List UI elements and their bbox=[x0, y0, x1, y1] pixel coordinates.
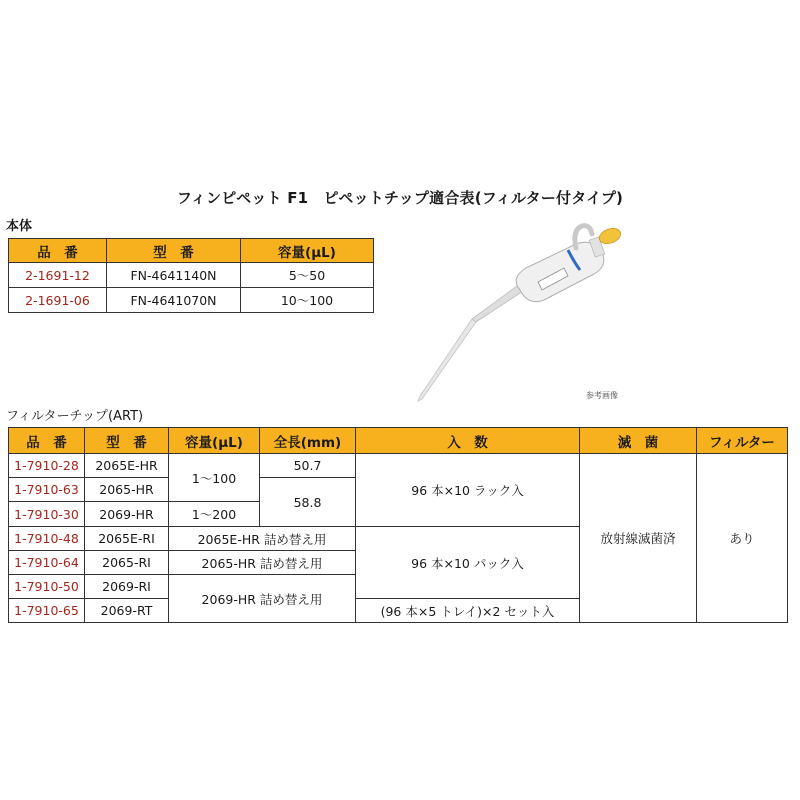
tips-table bbox=[8, 427, 788, 623]
model-number: 2069-RI bbox=[85, 575, 169, 599]
table-row bbox=[9, 454, 788, 478]
table-row bbox=[9, 263, 374, 288]
product-code: 2-1691-12 bbox=[9, 263, 107, 288]
product-code: 2-1691-06 bbox=[9, 288, 107, 313]
sterilization-cell: 放射線滅菌済 bbox=[580, 454, 697, 623]
model-number: FN-4641140N bbox=[107, 263, 241, 288]
product-code: 1-7910-50 bbox=[9, 575, 85, 599]
product-code: 1-7910-28 bbox=[9, 454, 85, 478]
filter-cell: あり bbox=[697, 454, 788, 623]
model-number: 2065-HR bbox=[85, 478, 169, 502]
header-volume: 容量(μL) bbox=[241, 239, 374, 263]
header-code: 品 番 bbox=[9, 239, 107, 263]
body-section-label: 本体 bbox=[6, 219, 33, 234]
volume-range: 1〜200 bbox=[169, 502, 260, 527]
tip-length: 50.7 bbox=[260, 454, 356, 478]
model-number: FN-4641070N bbox=[107, 288, 241, 313]
product-code: 1-7910-64 bbox=[9, 551, 85, 575]
image-caption: 参考画像 bbox=[586, 391, 618, 400]
refill-note: 2065E-HR 詰め替え用 bbox=[169, 527, 356, 551]
table-row bbox=[9, 288, 374, 313]
product-code: 1-7910-63 bbox=[9, 478, 85, 502]
quantity-cell: 96 本×10 パック入 bbox=[356, 527, 580, 599]
header-model: 型 番 bbox=[107, 239, 241, 263]
header-code: 品 番 bbox=[9, 428, 85, 454]
product-code: 1-7910-30 bbox=[9, 502, 85, 527]
model-number: 2065E-RI bbox=[85, 527, 169, 551]
volume-range: 5〜50 bbox=[241, 263, 374, 288]
model-number: 2069-HR bbox=[85, 502, 169, 527]
header-sterilization: 滅 菌 bbox=[580, 428, 697, 454]
model-number: 2065-RI bbox=[85, 551, 169, 575]
pipette-reference-image bbox=[398, 218, 638, 408]
volume-range: 1〜100 bbox=[169, 454, 260, 502]
refill-note: 2065-HR 詰め替え用 bbox=[169, 551, 356, 575]
quantity-cell: 96 本×10 ラック入 bbox=[356, 454, 580, 527]
header-filter: フィルター bbox=[697, 428, 788, 454]
page-title: フィンピペット F1 ピペットチップ適合表(フィルター付タイプ) bbox=[176, 189, 624, 207]
header-model: 型 番 bbox=[85, 428, 169, 454]
tip-length: 58.8 bbox=[260, 478, 356, 527]
header-volume: 容量(μL) bbox=[169, 428, 260, 454]
model-number: 2069-RT bbox=[85, 599, 169, 623]
model-number: 2065E-HR bbox=[85, 454, 169, 478]
volume-range: 10〜100 bbox=[241, 288, 374, 313]
header-length: 全長(mm) bbox=[260, 428, 356, 454]
body-table bbox=[8, 238, 374, 313]
table-header-row bbox=[9, 428, 788, 454]
refill-note: 2069-HR 詰め替え用 bbox=[169, 575, 356, 623]
tips-section-label: フィルターチップ(ART) bbox=[6, 409, 144, 424]
table-header-row bbox=[9, 239, 374, 263]
header-quantity: 入 数 bbox=[356, 428, 580, 454]
product-code: 1-7910-48 bbox=[9, 527, 85, 551]
product-code: 1-7910-65 bbox=[9, 599, 85, 623]
quantity-cell: (96 本×5 トレイ)×2 セット入 bbox=[356, 599, 580, 623]
